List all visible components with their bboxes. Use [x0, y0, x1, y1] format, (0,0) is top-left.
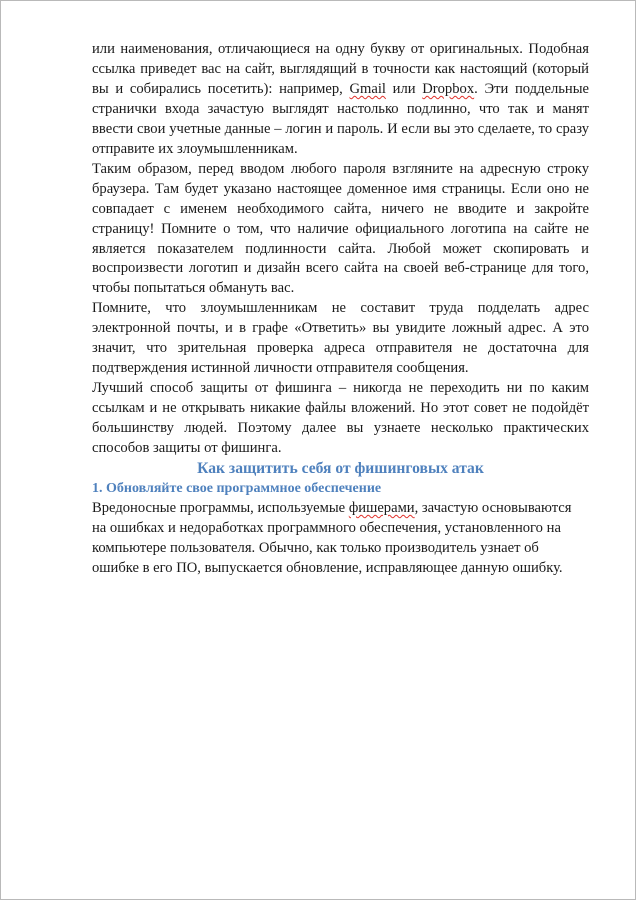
paragraph-email-spoofing: Помните, что злоумышленникам не составит труда подделать адрес электронной почты, и в графе «Ответить» вы увидите ложный адрес. А это значит, что зрительная проверка адреса отправителя не достаточна для подтверждения истинной личности отправителя сообщения. — [92, 300, 589, 377]
paragraph-update-software: Вредоносные программы, используемые фишерами, зачастую основываются на ошибках и недоработках программного обеспечения, установленного на компьютере пользователя. Обычно, как только производитель узнает об ошибке в его ПО, выпускается обновление, исправляющее данную ошибку. — [92, 500, 572, 576]
misspelled-word: Dropbox — [422, 80, 475, 97]
misspelled-word: фишерами — [348, 500, 415, 517]
paragraph-phishing-links: или наименования, отличающиеся на одну букву от оригинальных. Подобная ссылка приведет вас на сайт, выглядящий в точности как настоящий (который вы и собирались посетить): например, Gmail или Dropbox. Эти поддельные странички входа зачастую выглядят настолько подлинно, что так и манят ввести свои учетные данные – логин и пароль. И если вы это сделаете, то сразу отправите их злоумышленникам. — [92, 41, 590, 157]
section-heading: Как защитить себя от фишинговых атак — [197, 460, 484, 478]
paragraph-check-address: Таким образом, перед вводом любого пароля взгляните на адресную строку браузера. Там будет указано настоящее доменное имя страницы. Если оно не совпадает с именем необходимого сайта, ничего не вводите и закройте страницу! Помните о том, что наличие официального логотипа на сайте не является показателем подлинности сайта. Любой может скопировать и воспроизвести логотип и дизайн всего сайта на своей веб-странице для того, чтобы попытаться обмануть вас. — [92, 160, 589, 297]
subsection-heading: 1. Обновляйте свое программное обеспечение — [92, 481, 382, 497]
paragraph-best-protection: Лучший способ защиты от фишинга – никогда не переходить ни по каким ссылкам и не открывать никакие файлы вложений. Но этот совет не подойдёт большинству людей. Поэтому далее вы узнаете несколько практических способов защиты от фишинга. — [92, 380, 589, 457]
document-body — [92, 40, 589, 579]
misspelled-word: Gmail — [349, 80, 386, 97]
